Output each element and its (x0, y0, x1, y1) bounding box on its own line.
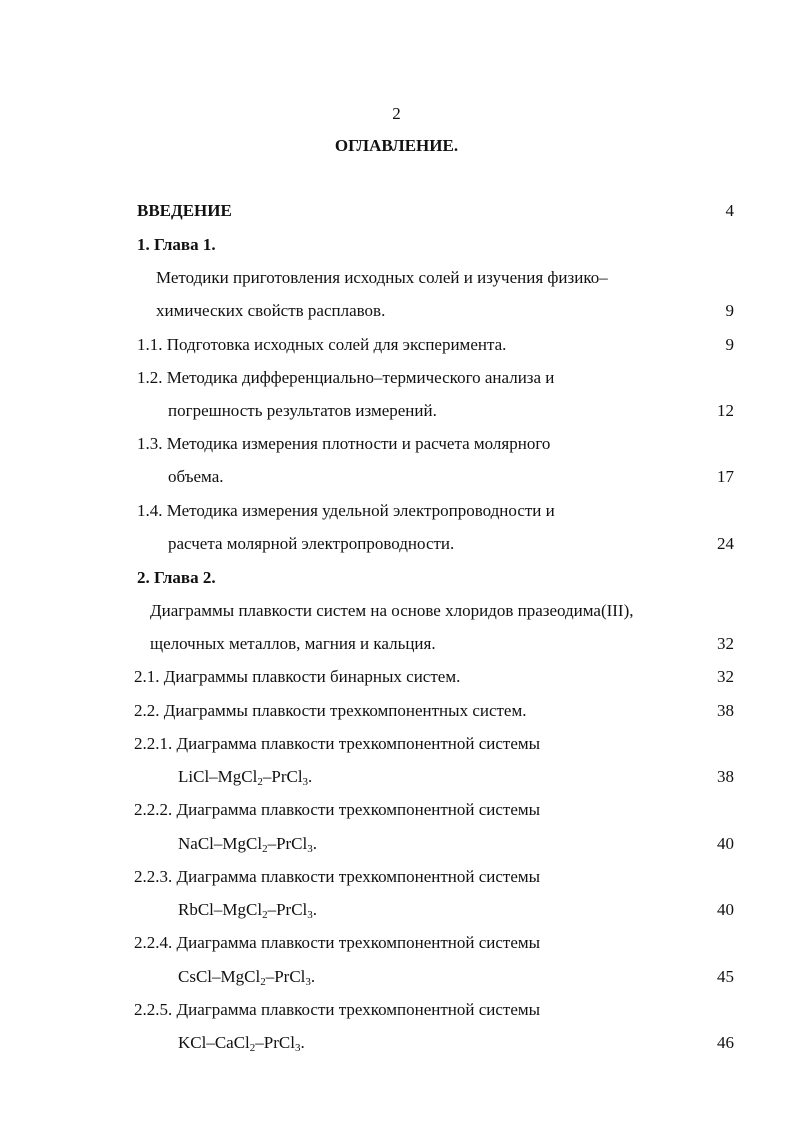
toc-entry-chapter-1-title: Методики приготовления исходных солей и изучения физико– (156, 268, 608, 287)
toc-page-number: 32 (717, 667, 734, 686)
toc-page-number: 12 (717, 401, 734, 420)
toc-page-number: 45 (717, 967, 734, 986)
toc-entry-2-2-2: 2.2.2. Диаграмма плавкости трехкомпонентной системы (134, 800, 541, 819)
toc-entry-1-4-cont: расчета молярной электропроводности. (168, 534, 455, 553)
toc-entry-2-2-3: 2.2.3. Диаграмма плавкости трехкомпонентной системы (134, 867, 541, 886)
toc-entry-2-2-4: 2.2.4. Диаграмма плавкости трехкомпонентной системы (134, 933, 541, 952)
toc-entry-chapter-2: 2. Глава 2. (137, 568, 216, 587)
toc-entry-introduction: ВВЕДЕНИЕ (137, 201, 232, 220)
toc-page-number: 38 (717, 701, 734, 720)
toc-entry-system-formula: KCl–CaCl$_2$–PrCl$_3$. (178, 1033, 305, 1054)
toc-entry-chapter-1-title-cont: химических свойств расплавов. (156, 301, 386, 320)
toc-entry-chapter-1: 1. Глава 1. (137, 235, 216, 254)
toc-entry-2-1: 2.1. Диаграммы плавкости бинарных систем. (134, 667, 461, 686)
toc-entry-system-formula: CsCl–MgCl$_2$–PrCl$_3$. (178, 967, 316, 988)
toc-entry-2-2-5: 2.2.5. Диаграмма плавкости трехкомпонентной системы (134, 1000, 541, 1019)
toc-page-number: 40 (717, 834, 734, 853)
toc-entry-2-2: 2.2. Диаграммы плавкости трехкомпонентных систем. (134, 701, 527, 720)
toc-page-number: 38 (717, 767, 734, 786)
toc-entry-1-2-cont: погрешность результатов измерений. (168, 401, 437, 420)
toc-entry-1-2: 1.2. Методика дифференциально–термического анализа и (137, 368, 555, 387)
toc-page-number: 40 (717, 900, 734, 919)
toc-page-number: 9 (725, 335, 734, 354)
toc-page-number: 46 (717, 1033, 734, 1052)
toc-page-number: 32 (717, 634, 734, 653)
toc-page-number: 4 (725, 201, 734, 220)
toc-page-number: 9 (725, 301, 734, 320)
toc-entry-chapter-2-title: Диаграммы плавкости систем на основе хлоридов празеодима(III), (150, 601, 634, 620)
toc-entry-system-formula: LiCl–MgCl$_2$–PrCl$_3$. (178, 767, 313, 788)
toc-page-number: 17 (717, 467, 734, 486)
toc-entry-1-3: 1.3. Методика измерения плотности и расчета молярного (137, 434, 551, 453)
toc-entry-system-formula: NaCl–MgCl$_2$–PrCl$_3$. (178, 834, 317, 855)
toc-page-number: 24 (717, 534, 734, 553)
page-number: 2 (392, 104, 401, 123)
toc-heading: ОГЛАВЛЕНИЕ. (334, 136, 459, 155)
toc-entry-1-1: 1.1. Подготовка исходных солей для эксперимента. (137, 335, 507, 354)
toc-entry-chapter-2-title-cont: щелочных металлов, магния и кальция. (150, 634, 436, 653)
toc-entry-2-2-1: 2.2.1. Диаграмма плавкости трехкомпонентной системы (134, 734, 541, 753)
toc-entry-1-4: 1.4. Методика измерения удельной электропроводности и (137, 501, 555, 520)
toc-entry-system-formula: RbCl–MgCl$_2$–PrCl$_3$. (178, 900, 318, 921)
toc-entry-1-3-cont: объема. (168, 467, 224, 486)
